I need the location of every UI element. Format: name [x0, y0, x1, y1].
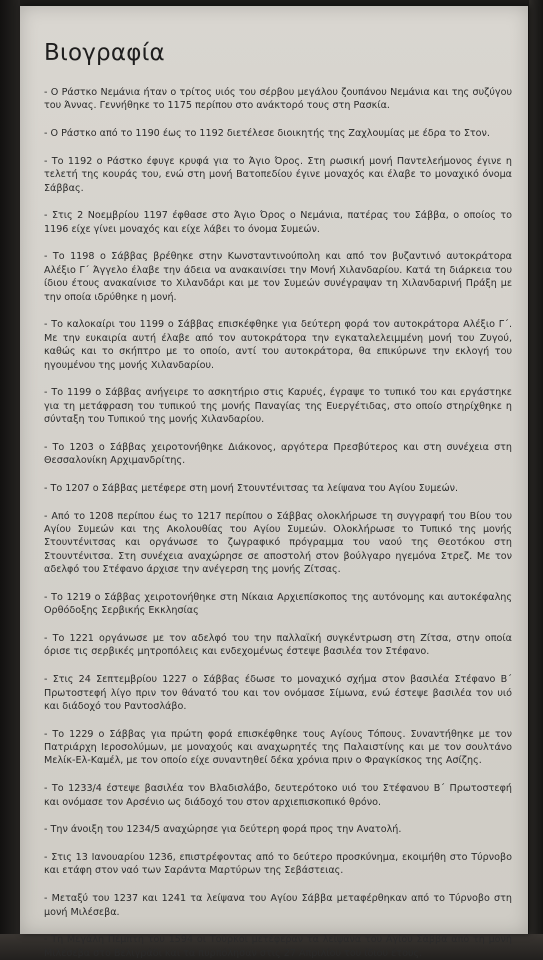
wall-right: [529, 0, 543, 960]
biography-paragraph: - Στις 2 Νοεμβρίου 1197 έφθασε στο Άγιο Όρος ο Νεμάνια, πατέρας του Σάββα, ο οποίος το 1196 είχε γίνει μοναχός και είχε λάβει το όνομα Συμεών.: [44, 210, 512, 235]
biography-paragraph: - Το 1207 ο Σάββας μετέφερε στη μονή Στουντένιτσας τα λείψανα του Αγίου Συμεών.: [44, 482, 459, 494]
biography-paragraph: - Τη Μεγάλη Πέμπτη του 1594 οι Τούρκοι μετέφεραν τα λείψανα του Αγίου Σάββα από τη μονή Μιλέσεβα στο Βελιγράδι και τα πυρπόλησαν στις 27 Απριλίου του ίδιου έτους.: [44, 934, 512, 959]
biography-paragraph: - Μεταξύ του 1237 και 1241 τα λείψανα του Αγίου Σάββα μεταφέρθηκαν από το Τύρνοβο στη μονή Μιλέσεβα.: [44, 893, 512, 918]
biography-paragraph: - Στις 24 Σεπτεμβρίου 1227 ο Σάββας έδωσε το μοναχικό σχήμα στον βασιλέα Στέφανο Β΄ Πρωτοστεφή λίγο πριν τον θάνατό του και τον ονόμασε Σίμωνα, ενώ έστεψε βασιλέα τον υιό και διάδοχό του Ραντοσλάβο.: [44, 674, 512, 712]
wall-left: [0, 0, 20, 960]
biography-paragraph: - Το 1229 ο Σάββας για πρώτη φορά επισκέφθηκε τους Αγίους Τόπους. Συναντήθηκε με τον Πατριάρχη Ιεροσολύμων, με μοναχούς και αναχωρητές της Παλαιστίνης και με τον σουλτάνο Μελίκ-Ελ-Καμέλ, με τον οποίο είχε συναντηθεί δέκα χρόνια πριν ο Φραγκίσκος της Ασίζης.: [44, 728, 512, 767]
biography-paragraph: - Στις 13 Ιανουαρίου 1236, επιστρέφοντας από το δεύτερο προσκύνημα, εκοιμήθη στο Τύρνοβο και ετάφη στον ναό των Σαράντα Μαρτύρων της Σεβάστειας.: [44, 852, 512, 877]
biography-paragraph: - Την άνοιξη του 1234/5 αναχώρησε για δεύτερη φορά προς την Ανατολή.: [44, 824, 402, 836]
biography-paragraph: - Από το 1208 περίπου έως το 1217 περίπου ο Σάββας ολοκλήρωσε τη συγγραφή του Βίου του Αγίου Συμεών και της Ακολουθίας του Αγίου Συμεών. Ολοκλήρωσε το Τυπικό της μονής Στουντένιτσας και οργάνωσε το ζωγραφικό πρόγραμμα του ναού της Θεοτόκου στη Στουντένιτσα. Στη συνέχεια αναχώρησε σε αποστολή στον βούλγαρο ηγεμόνα Στρεζ. Με τον αδελφό του Στέφανο άρχισε την ανέγερση της μονής Ζίτσας.: [44, 510, 512, 576]
biography-paragraph: - Το 1203 ο Σάββας χειροτονήθηκε Διάκονος, αργότερα Πρεσβύτερος και στη συνέχεια στη Θεσσαλονίκη Αρχιμανδρίτης.: [44, 441, 512, 467]
biography-paragraph: - Το 1233/4 έστεψε βασιλέα τον Βλαδισλάβο, δευτερότοκο υιό του Στέφανου Β΄ Πρωτοστεφή και ονόμασε τον Αρσένιο ως διάδοχό του στον αρχιεπισκοπικό θρόνο.: [44, 783, 512, 808]
biography-paragraph: - Το 1199 ο Σάββας ανήγειρε το ασκητήριο στις Καρυές, έγραψε το τυπικό του και εργάστηκε για τη μετάφραση του τυπικού της μονής Παναγίας της Ευεργέτιδας, στο οποίο στηρίχθηκε η σύνταξη του Τυπικού της μονής Χιλανδαρίου.: [44, 387, 512, 426]
biography-panel: [20, 6, 528, 959]
biography-paragraph: - Ο Ράστκο από το 1190 έως το 1192 διετέλεσε διοικητής της Ζαχλουμίας με έδρα το Στον.: [44, 128, 490, 140]
biography-paragraph: - Το 1198 ο Σάββας βρέθηκε στην Κωνσταντινούπολη και από τον βυζαντινό αυτοκράτορα Αλέξιο Γ΄ Άγγελο έλαβε την άδεια να ανακαινίσει την Μονή Χιλανδαρίου. Κατά τη διάρκεια του ίδιου έτους ανακαίνισε το Χιλανδάρι και με τον Συμεών συνέγραψαν τη Χιλανδαρινή Πράξη με την οποία ιδρύθηκε η μονή.: [44, 251, 512, 303]
biography-paragraph: - Ο Ράστκο Νεμάνια ήταν ο τρίτος υιός του σέρβου μεγάλου ζουπάνου Νεμάνια και της συζύγου του Άννας. Γεννήθηκε το 1175 περίπου στο ανάκτορό τους στη Ρασκία.: [44, 87, 512, 112]
biography-paragraph: - Το 1219 ο Σάββας χειροτονήθηκε στη Νίκαια Αρχιεπίσκοπος της αυτόνομης και αυτοκέφαλης Ορθόδοξης Σερβικής Εκκλησίας: [44, 591, 512, 617]
biography-paragraph: - Το 1192 ο Ράστκο έφυγε κρυφά για το Άγιο Όρος. Στη ρωσική μονή Παντελεήμονος έγινε η τελετή της κουράς του, ενώ στη μονή Βατοπεδίου έγινε μοναχός και έλαβε το μοναχικό όνομα Σάββας.: [44, 155, 512, 194]
biography-paragraph: - Το καλοκαίρι του 1199 ο Σάββας επισκέφθηκε για δεύτερη φορά τον αυτοκράτορα Αλέξιο Γ΄. Με την ευκαιρία αυτή έλαβε από τον αυτοκράτορα την εγκαταλελειμμένη μονή του Ζυγού, καθώς και το σκήπτρο με το οποίο, αντί του αυτοκράτορα, θα επικύρωνε την εκλογή του ηγουμένου της μονής Χιλανδαρίου.: [44, 319, 512, 371]
biography-paragraph: - Το 1221 οργάνωσε με τον αδελφό του την παλλαϊκή συγκέντρωση στη Ζίτσα, στην οποία όρισε τις σερβικές μητροπόλεις και ενδεχομένως έστεψε βασιλέα τον Στέφανο.: [44, 633, 512, 658]
panel-title: Βιογραφία: [44, 40, 165, 66]
